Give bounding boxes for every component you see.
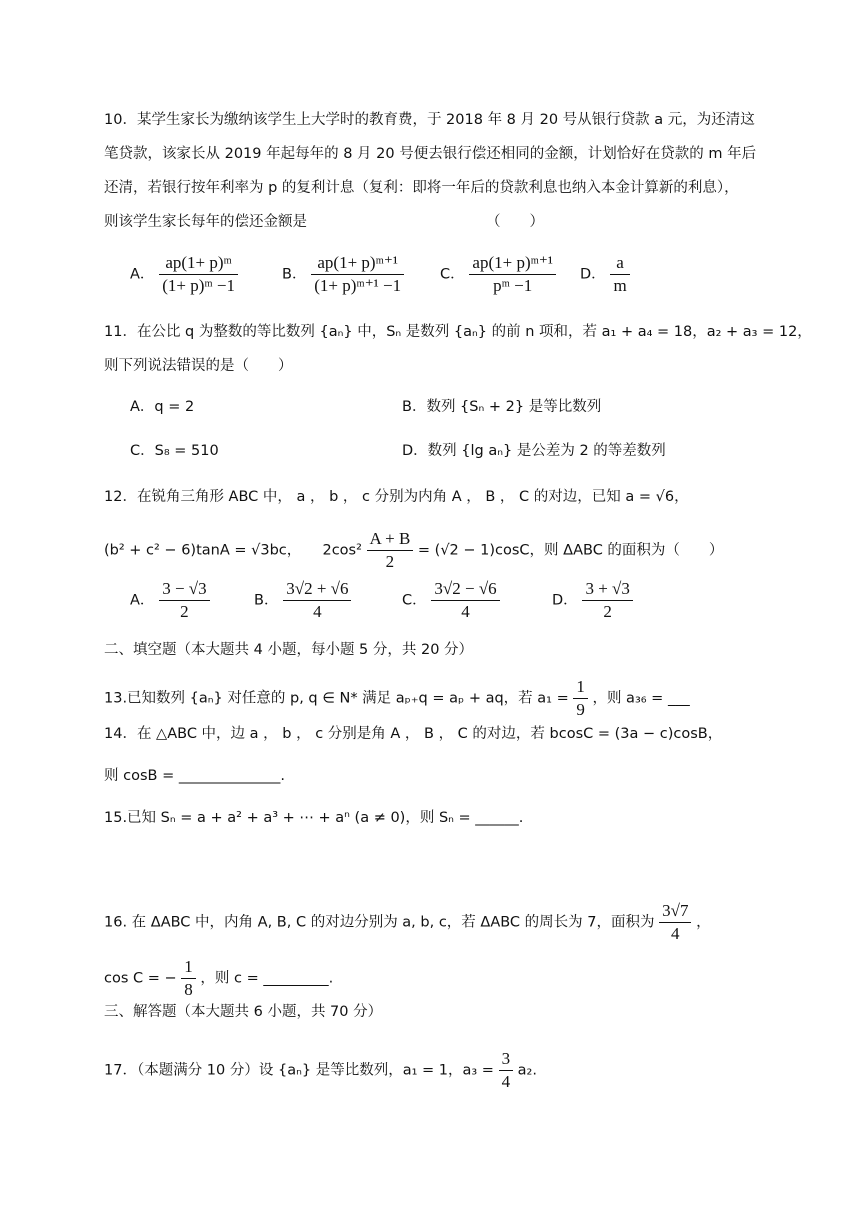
q11-option-a: A．q = 2 (130, 399, 195, 415)
q10-line-2: 笔贷款，该家长从 2019 年起每年的 8 月 20 号便去银行偿还相同的金额，计划恰好在贷款的 m 年后 (104, 146, 757, 162)
option-fraction (431, 578, 499, 623)
fraction-numerator: 3√7 (659, 900, 691, 923)
q16-text-b: ， (696, 914, 711, 931)
fraction-denominator: 8 (184, 980, 193, 999)
fraction-denominator: (1+ p)ᵐ⁺¹ −1 (314, 276, 402, 295)
q10-answer-paren: （ ） (486, 214, 544, 230)
option-fraction (283, 578, 351, 623)
fraction-numerator: 3 − √3 (159, 578, 209, 601)
option-label: A． (130, 266, 155, 283)
q17-text-b: a₂. (517, 1062, 537, 1079)
fraction-numerator: ap(1+ p)ᵐ (159, 252, 238, 275)
section-heading-solutions: 三、解答题（本大题共 6 小题，共 70 分） (104, 1004, 383, 1020)
q17-text-a: 17．（本题满分 10 分）设 {aₙ} 是等比数列，a₁ = 1，a₃ = (104, 1062, 494, 1079)
q12-option-c (402, 578, 500, 623)
fraction-denominator: 9 (576, 700, 585, 719)
option-label: D． (552, 592, 578, 609)
q11-option-b: B．数列 {Sₙ + 2} 是等比数列 (402, 399, 602, 415)
fraction-numerator: 1 (181, 956, 196, 979)
q16-area-fraction (659, 900, 691, 945)
q17-fraction (499, 1048, 514, 1093)
option-fraction (582, 578, 632, 623)
option-label: C． (440, 266, 465, 283)
fraction-denominator: 2 (385, 552, 395, 571)
q16-text-d: ，则 c = _________. (200, 970, 334, 987)
fraction-denominator: 4 (313, 602, 322, 621)
option-label: D． (580, 266, 606, 283)
option-fraction (311, 252, 404, 297)
fraction-numerator: 3 + √3 (582, 578, 632, 601)
q10-option-a (130, 252, 238, 297)
q10-line-1: 10．某学生家长为缴纳该学生上大学时的教育费，于 2018 年 8 月 20 号从银行贷款 a 元，为还清这 (104, 112, 755, 128)
q12-option-d (552, 578, 633, 623)
q16-line-1 (104, 900, 711, 945)
fraction-denominator: pᵐ −1 (493, 276, 533, 295)
q11-line-2: 则下列说法错误的是（ ） (104, 358, 293, 374)
q10-option-c (440, 252, 556, 297)
q13-fraction (573, 676, 588, 721)
q12-line-2 (104, 528, 723, 573)
q10-option-d (580, 252, 630, 297)
q11-line-1: 11．在公比 q 为整数的等比数列 {aₙ} 中，Sₙ 是数列 {aₙ} 的前 n 项和，若 a₁ + a₄ = 18，a₂ + a₃ = 12， (104, 324, 812, 340)
fraction-denominator: (1+ p)ᵐ −1 (162, 276, 236, 295)
q15-line: 15.已知 Sₙ = a + a² + a³ + ⋯ + aⁿ (a ≠ 0)，则 Sₙ = ______. (104, 810, 524, 826)
option-fraction (610, 252, 629, 297)
section-heading-fill-in: 二、填空题（本大题共 4 小题，每小题 5 分，共 20 分） (104, 642, 474, 658)
q12-option-a (130, 578, 210, 623)
q12-formula-c: = (√2 − 1)cosC，则 ΔABC 的面积为（ ） (417, 542, 724, 559)
fraction-numerator: a (610, 252, 629, 275)
option-fraction (159, 252, 238, 297)
q12-formula-a: (b² + c² − 6)tanA = √3bc， (104, 542, 302, 559)
option-fraction (159, 578, 209, 623)
q11-option-c: C．S₈ = 510 (130, 443, 219, 459)
fraction-denominator: 4 (671, 924, 680, 943)
q17-line (104, 1048, 537, 1093)
fraction-denominator: m (613, 276, 627, 295)
fraction-numerator: 3√2 − √6 (431, 578, 499, 601)
q16-cos-fraction (181, 956, 196, 1001)
q10-line-3: 还清，若银行按年利率为 p 的复利计息（复利：即将一年后的贷款利息也纳入本金计算新的利息）， (104, 180, 739, 196)
fraction-numerator: ap(1+ p)ᵐ⁺¹ (311, 252, 404, 275)
q10-option-b (282, 252, 404, 297)
fraction-denominator: 2 (180, 602, 189, 621)
q14-line-2: 则 cosB = ______________. (104, 768, 285, 784)
q12-fraction (367, 528, 414, 573)
q13-line (104, 676, 690, 721)
option-label: B． (254, 592, 279, 609)
fraction-numerator: 3√2 + √6 (283, 578, 351, 601)
q14-line-1: 14．在 △ABC 中，边 a ， b ， c 分别是角 A ， B ， C 的对边，若 bcosC = (3a − c)cosB， (104, 726, 723, 742)
q16-text-c: cos C = − (104, 970, 177, 987)
fraction-denominator: 2 (603, 602, 612, 621)
option-label: A． (130, 592, 155, 609)
fraction-denominator: 4 (501, 1072, 511, 1091)
fraction-numerator: ap(1+ p)ᵐ⁺¹ (469, 252, 556, 275)
q16-line-2 (104, 956, 333, 1001)
option-fraction (469, 252, 556, 297)
q16-text-a: 16. 在 ΔABC 中，内角 A, B, C 的对边分别为 a, b, c，若 ΔABC 的周长为 7，面积为 (104, 914, 655, 931)
fraction-denominator: 4 (461, 602, 470, 621)
option-label: B． (282, 266, 307, 283)
fraction-numerator: 3 (499, 1048, 514, 1071)
q13-text-a: 13.已知数列 {aₙ} 对任意的 p, q ∈ N* 满足 aₚ₊q = aₚ + aq，若 a₁ = (104, 690, 569, 707)
fraction-numerator: A + B (367, 528, 414, 551)
q10-line-4: 则该学生家长每年的偿还金额是 (104, 214, 307, 230)
q12-option-b (254, 578, 351, 623)
q13-text-b: ，则 a₃₆ = ___ (592, 690, 690, 707)
q12-line-1: 12．在锐角三角形 ABC 中， a ， b ， c 分别为内角 A ， B ， C 的对边，已知 a = √6， (104, 489, 689, 505)
option-label: C． (402, 592, 427, 609)
fraction-numerator: 1 (573, 676, 588, 699)
q12-formula-b: 2cos² (322, 542, 362, 559)
q11-option-d: D．数列 {lg aₙ} 是公差为 2 的等差数列 (402, 443, 666, 459)
